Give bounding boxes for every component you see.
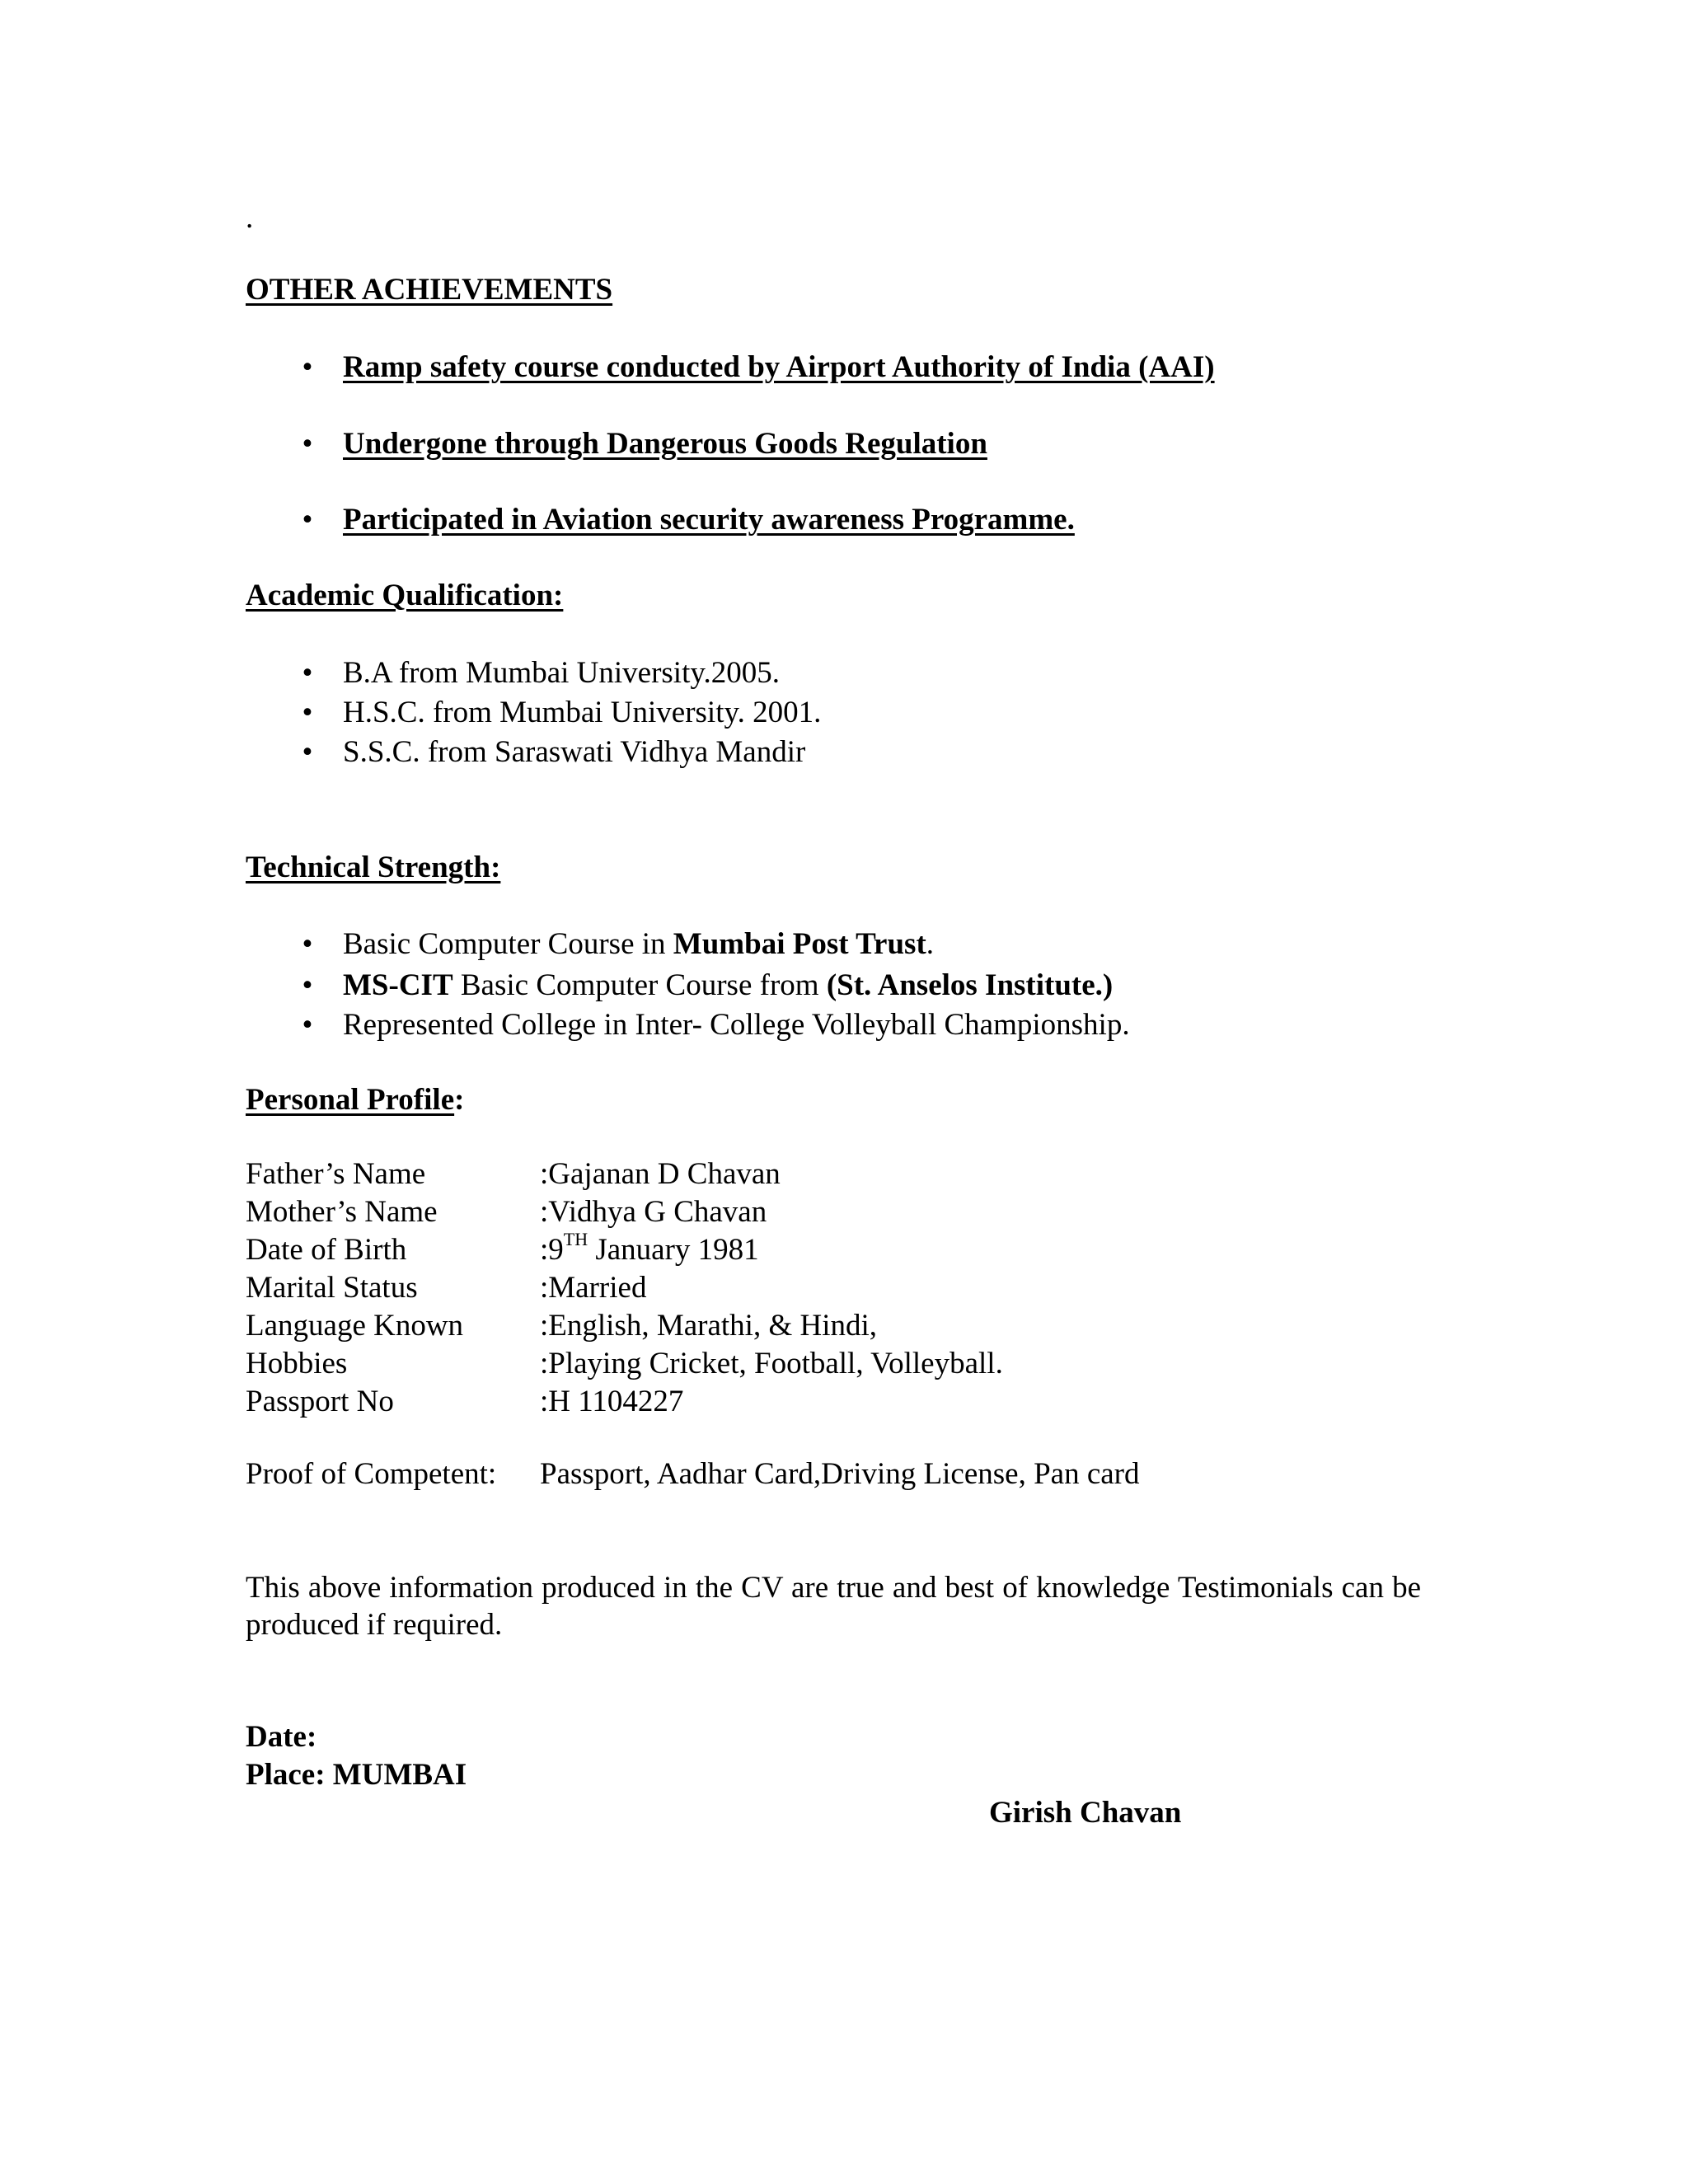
academic-text: B.A from Mumbai University.2005. (343, 656, 780, 690)
proof-value: Passport, Aadhar Card,Driving License, Pan card (540, 1457, 1140, 1491)
place-label: Place: MUMBAI (246, 1758, 467, 1792)
profile-label: Mother’s Name (246, 1195, 438, 1229)
achievement-text: Participated in Aviation security awareness Programme. (343, 503, 1075, 537)
profile-value: :Gajanan D Chavan (540, 1157, 781, 1191)
bullet-icon: • (302, 427, 313, 461)
bullet-icon: • (302, 656, 313, 690)
top-mark: . (246, 201, 254, 235)
profile-label: Father’s Name (246, 1157, 426, 1191)
profile-value: :Vidhya G Chavan (540, 1195, 767, 1229)
bullet-icon: • (302, 503, 313, 537)
academic-text: H.S.C. from Mumbai University. 2001. (343, 696, 822, 729)
profile-label: Marital Status (246, 1271, 418, 1305)
bullet-icon: • (302, 696, 313, 729)
academic-text: S.S.C. from Saraswati Vidhya Mandir (343, 735, 806, 769)
bullet-icon: • (302, 927, 313, 961)
profile-label: Language Known (246, 1309, 464, 1343)
profile-value: :H 1104227 (540, 1385, 684, 1418)
technical-text: MS-CIT Basic Computer Course from (St. Anselos Institute.) (343, 968, 1114, 1002)
bullet-icon: • (302, 968, 313, 1002)
academic-heading: Academic Qualification: (246, 579, 564, 612)
bullet-icon: • (302, 735, 313, 769)
achievement-text: Ramp safety course conducted by Airport Authority of India (AAI) (343, 350, 1215, 384)
profile-label: Passport No (246, 1385, 394, 1418)
declaration-text: This above information produced in the CV are true and best of knowledge Testimonials can be produced if required. (246, 1571, 1421, 1642)
profile-label: Date of Birth (246, 1233, 407, 1267)
bullet-icon: • (302, 1008, 313, 1042)
profile-value: :Married (540, 1271, 647, 1305)
profile-value: :9TH January 1981 (540, 1228, 759, 1267)
profile-value: :English, Marathi, & Hindi, (540, 1309, 878, 1343)
signature-name: Girish Chavan (989, 1796, 1182, 1830)
achievements-heading: OTHER ACHIEVEMENTS (246, 273, 613, 307)
technical-text: Represented College in Inter- College Volleyball Championship. (343, 1008, 1130, 1042)
bullet-icon: • (302, 350, 313, 384)
technical-heading: Technical Strength: (246, 851, 501, 884)
technical-text: Basic Computer Course in Mumbai Post Trust. (343, 927, 935, 961)
profile-label: Hobbies (246, 1347, 348, 1380)
date-label: Date: (246, 1720, 317, 1754)
profile-value: :Playing Cricket, Football, Volleyball. (540, 1347, 1003, 1380)
personal-heading: Personal Profile: (246, 1083, 465, 1117)
proof-label: Proof of Competent: (246, 1457, 497, 1491)
achievement-text: Undergone through Dangerous Goods Regulation (343, 427, 987, 461)
